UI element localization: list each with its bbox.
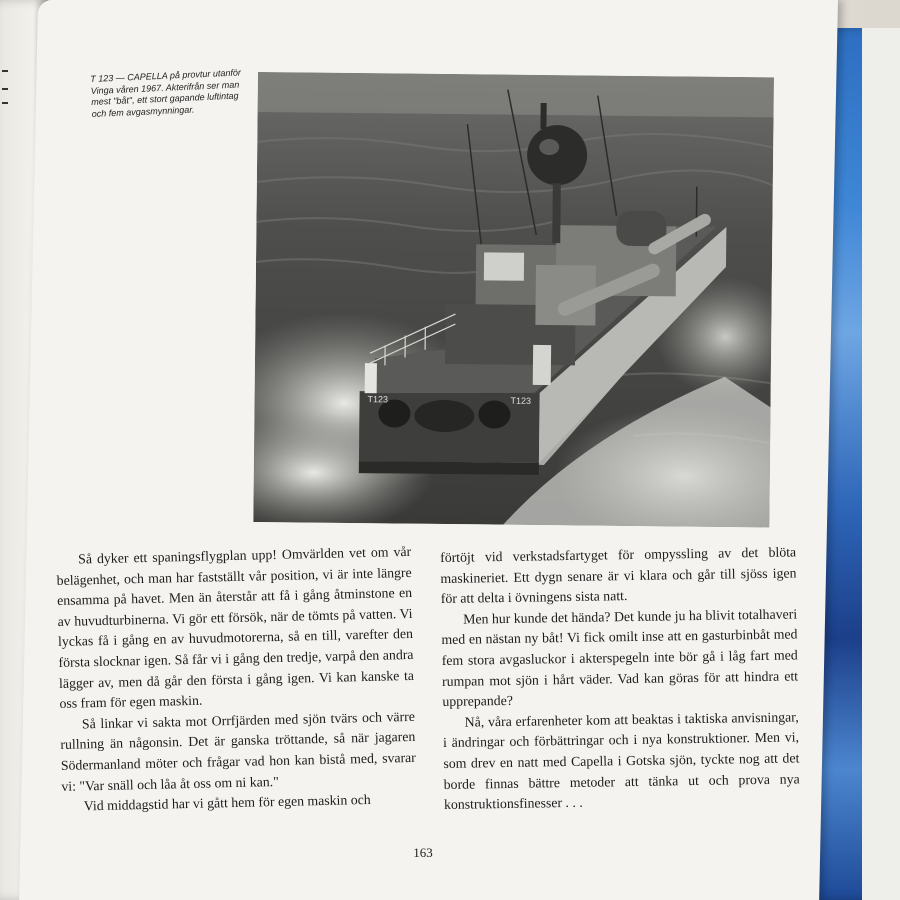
right-paragraph-1: förtöjt vid verkstadsfartyget för ompyssling av det blöta maskineriet. Ett dygn senare är vi klara och går till sjöss igen för att delta i övningens sista natt.: [440, 544, 797, 607]
page-number: 163: [413, 845, 433, 860]
right-paragraph-3: Nå, våra erfarenheter kom att beaktas i taktiska anvisningar, i ändringar och förbättringar och i nya konstruktioner. Men vi, som drev en natt med Capella i Gotska sjön, tyckte nog att det borde finnas bättre metoder att tänka ut och prova nya konstruktionsfinesser . . .: [442, 709, 800, 813]
boat-photo: [253, 72, 774, 527]
left-text-column: [56, 542, 417, 818]
right-text-column: [440, 542, 800, 815]
right-paragraph-2: Men hur kunde det hända? Det kunde ju ha blivit totalhaveri med en nästan ny båt! Vi fick omilt inse att en gasturbinbåt med fem stora avgasluckor i akterspegeln inte bör gå i låg fart med rumpan mot sjön i hårt väder. Vad kan göras för att hindra ett upprepande?: [441, 606, 799, 710]
photo-caption: T 123 — CAPELLA på provtur utanför Vinga våren 1967. Akterifrån ser man mest "båt", ett stort gapande luftintag och fem avgasmynningar.: [90, 67, 242, 119]
left-paragraph-3: Vid middagstid har vi gått hem för egen maskin och: [83, 792, 371, 814]
hull-marking-left: T123: [367, 394, 389, 405]
boat-photo-image: [253, 72, 774, 527]
left-paragraph-2: Så linkar vi sakta mot Orrfjärden med sjön tvärs och värre rullning än någonsin. Det är ganska tröttande, så när jagaren Södermanland möter och frågar vad hon kan bistå med, svarar vi: "Var snäll och låa åt oss om ni kan.": [60, 708, 416, 794]
left-paragraph-1: Så dyker ett spaningsflygplan upp! Omvärlden vet om vår belägenhet, och man har fastställt vår position, vi är inte längre ensamma på havet. Men än återstår att få i gång åtminstone en av huvudturbinerna. Vi gör ett försök, när de tömts på vatten. Vi lyckas få i gång en av huvudmotorerna, så en till, varefter den första slocknar igen. Så får vi i gång den tredje, varpå den andra lägger av, men då går den första i gång igen. Vi kan kanske ta oss fram för egen maskin.: [56, 543, 415, 712]
hull-marking-right: T123: [510, 395, 532, 406]
